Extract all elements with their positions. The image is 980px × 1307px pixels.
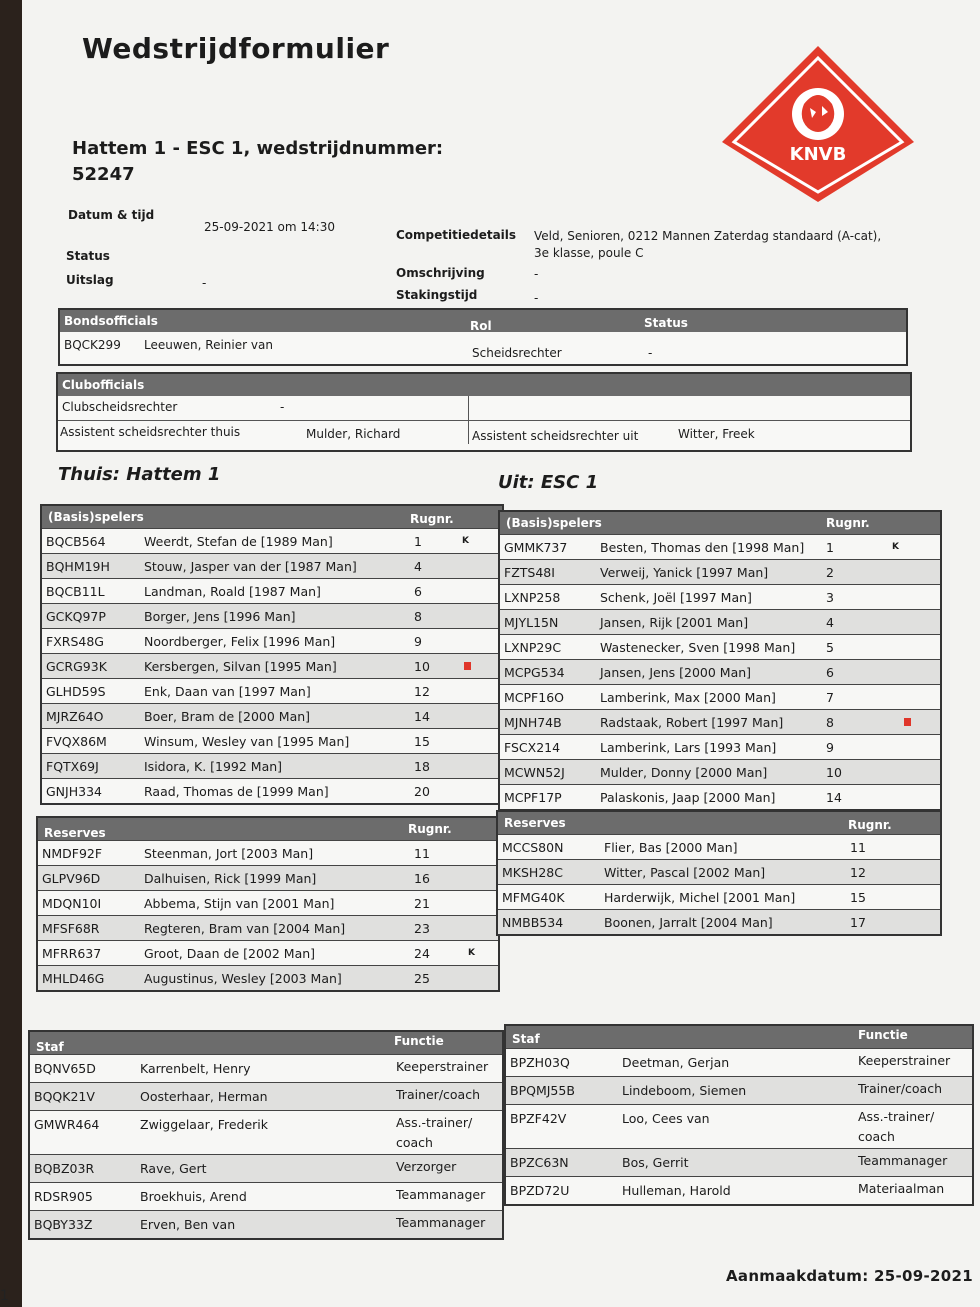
- player-row: [500, 534, 940, 559]
- home-starting-players-table: [40, 504, 504, 805]
- player-code: LXNP29C: [504, 640, 562, 655]
- staff-code: BPZC63N: [510, 1155, 569, 1170]
- player-name: Radstaak, Robert [1997 Man]: [600, 715, 784, 730]
- player-name: Augustinus, Wesley [2003 Man]: [144, 971, 342, 986]
- player-row: [38, 940, 498, 965]
- player-name: Witter, Pascal [2002 Man]: [604, 865, 766, 880]
- player-name: Landman, Roald [1987 Man]: [144, 584, 321, 599]
- shirt-number: 1: [826, 540, 834, 555]
- player-row: [42, 778, 502, 803]
- player-name: Verweij, Yanick [1997 Man]: [600, 565, 769, 580]
- shirt-number: 6: [414, 584, 422, 599]
- player-code: MHLD46G: [42, 971, 105, 986]
- shirt-number: 7: [826, 690, 834, 705]
- player-code: FVQX86M: [46, 734, 107, 749]
- player-name: Jansen, Rijk [2001 Man]: [600, 615, 749, 630]
- shirt-number: 5: [826, 640, 834, 655]
- staff-name: Bos, Gerrit: [622, 1155, 689, 1170]
- stopping-time-value: -: [534, 291, 539, 305]
- player-code: MFRR637: [42, 946, 102, 961]
- away-starting-header: (Basis)spelers Rugnr.: [500, 512, 940, 534]
- shirt-number: 9: [414, 634, 422, 649]
- svg-text:KNVB: KNVB: [789, 144, 847, 165]
- player-code: FSCX214: [504, 740, 561, 755]
- staff-row: [506, 1104, 972, 1148]
- shirt-number: 8: [826, 715, 834, 730]
- player-code: MCWN52J: [504, 765, 565, 780]
- shirt-number: 10: [414, 659, 430, 674]
- player-name: Abbema, Stijn van [2001 Man]: [144, 896, 335, 911]
- creation-date: Aanmaakdatum: 25-09-2021: [726, 1267, 973, 1285]
- document-page: [22, 0, 980, 1307]
- staff-function: Teammanager: [396, 1215, 486, 1230]
- home-staff-table: [28, 1030, 504, 1240]
- player-code: MFMG40K: [502, 890, 565, 905]
- staff-name: Broekhuis, Arend: [140, 1189, 247, 1204]
- player-name: Winsum, Wesley van [1995 Man]: [144, 734, 350, 749]
- away-reserves-header: Reserves Rugnr.: [498, 812, 940, 834]
- page-number: 1: [0, 1288, 9, 1304]
- player-row: [38, 890, 498, 915]
- staff-row: [30, 1054, 502, 1082]
- player-name: Schenk, Joël [1997 Man]: [600, 590, 752, 605]
- shirt-number: 25: [414, 971, 430, 986]
- player-row: [38, 865, 498, 890]
- shirt-number: 21: [414, 896, 430, 911]
- club-officials-header: Clubofficials: [58, 374, 910, 396]
- shirt-number: 4: [826, 615, 834, 630]
- staff-name: Zwiggelaar, Frederik: [140, 1117, 269, 1132]
- staff-code: BPZD72U: [510, 1183, 570, 1198]
- shirt-number: 14: [826, 790, 842, 805]
- player-name: Noordberger, Felix [1996 Man]: [144, 634, 336, 649]
- result-value: -: [202, 276, 207, 290]
- player-row: [42, 653, 502, 678]
- player-code: MCPF16O: [504, 690, 564, 705]
- staff-row: [30, 1154, 502, 1182]
- staff-code: RDSR905: [34, 1189, 93, 1204]
- federation-officials-header: Bondsofficials Rol Status: [60, 310, 906, 332]
- player-name: Dalhuisen, Rick [1999 Man]: [144, 871, 317, 886]
- staff-code: BQNV65D: [34, 1061, 96, 1076]
- description-label: Omschrijving: [396, 266, 485, 280]
- player-code: GLPV96D: [42, 871, 101, 886]
- player-row: [500, 734, 940, 759]
- shirt-number: 16: [414, 871, 430, 886]
- player-code: NMDF92F: [42, 846, 103, 861]
- staff-row: [30, 1210, 502, 1238]
- home-starting-header: (Basis)spelers Rugnr.: [42, 506, 502, 528]
- staff-function: Ass.-trainer/ coach: [396, 1115, 473, 1150]
- player-code: MCPG534: [504, 665, 565, 680]
- knvb-logo: [718, 44, 918, 204]
- stopping-time-label: Stakingstijd: [396, 288, 478, 302]
- player-row: [500, 684, 940, 709]
- staff-code: BPQMJ55B: [510, 1083, 575, 1098]
- player-code: FZTS48I: [504, 565, 555, 580]
- player-code: MKSH28C: [502, 865, 563, 880]
- player-code: MCCS80N: [502, 840, 564, 855]
- player-name: Steenman, Jort [2003 Man]: [144, 846, 314, 861]
- player-code: BQCB564: [46, 534, 106, 549]
- away-reserves-table: [496, 810, 942, 936]
- player-code: MFSF68R: [42, 921, 100, 936]
- description-value: -: [534, 267, 539, 281]
- away-staff-table: [504, 1024, 974, 1206]
- competition-line1: Veld, Senioren, 0212 Mannen Zaterdag standaard (A-cat),: [534, 229, 882, 243]
- captain-marker: K: [892, 542, 899, 552]
- status-label: Status: [66, 249, 110, 263]
- player-row: [42, 703, 502, 728]
- shirt-number: 6: [826, 665, 834, 680]
- player-code: BQCB11L: [46, 584, 105, 599]
- competition-line2: 3e klasse, poule C: [534, 246, 644, 260]
- player-row: [498, 859, 940, 884]
- staff-name: Karrenbelt, Henry: [140, 1061, 251, 1076]
- staff-row: [506, 1076, 972, 1104]
- staff-function: Materiaalman: [858, 1181, 945, 1196]
- player-name: Enk, Daan van [1997 Man]: [144, 684, 311, 699]
- player-row: [42, 553, 502, 578]
- player-code: FQTX69J: [46, 759, 99, 774]
- staff-function: Trainer/coach: [396, 1087, 481, 1102]
- player-name: Weerdt, Stefan de [1989 Man]: [144, 534, 333, 549]
- shirt-number: 8: [414, 609, 422, 624]
- player-name: Isidora, K. [1992 Man]: [144, 759, 283, 774]
- player-row: [498, 834, 940, 859]
- date-value: 25-09-2021 om 14:30: [204, 220, 335, 234]
- player-name: Wastenecker, Sven [1998 Man]: [600, 640, 796, 655]
- staff-code: GMWR464: [34, 1117, 100, 1132]
- player-row: [38, 840, 498, 865]
- player-row: [38, 965, 498, 990]
- staff-row: [30, 1082, 502, 1110]
- staff-name: Hulleman, Harold: [622, 1183, 731, 1198]
- staff-function: Trainer/coach: [858, 1081, 943, 1096]
- player-row: [42, 603, 502, 628]
- away-team-title: Uit: ESC 1: [498, 472, 599, 493]
- staff-code: BPZH03Q: [510, 1055, 570, 1070]
- shirt-number: 4: [414, 559, 422, 574]
- captain-marker: K: [462, 536, 469, 546]
- player-code: MCPF17P: [504, 790, 562, 805]
- player-row: [500, 659, 940, 684]
- shirt-number: 10: [826, 765, 842, 780]
- player-name: Kersbergen, Silvan [1995 Man]: [144, 659, 337, 674]
- shirt-number: 17: [850, 915, 866, 930]
- player-row: [42, 528, 502, 553]
- shirt-number: 2: [826, 565, 834, 580]
- staff-name: Rave, Gert: [140, 1161, 207, 1176]
- result-label: Uitslag: [66, 273, 114, 287]
- player-code: FXRS48G: [46, 634, 104, 649]
- staff-name: Deetman, Gerjan: [622, 1055, 730, 1070]
- player-name: Boer, Bram de [2000 Man]: [144, 709, 311, 724]
- club-referee-row: Clubscheidsrechter -: [58, 396, 910, 420]
- date-label: Datum & tijd: [68, 208, 155, 222]
- player-name: Lamberink, Max [2000 Man]: [600, 690, 776, 705]
- away-starting-players-table: [498, 510, 942, 811]
- player-code: LXNP258: [504, 590, 561, 605]
- player-code: NMBB534: [502, 915, 564, 930]
- player-name: Borger, Jens [1996 Man]: [144, 609, 296, 624]
- card-icon: [904, 718, 911, 726]
- player-row: [498, 884, 940, 909]
- player-row: [500, 559, 940, 584]
- player-code: GCKQ97P: [46, 609, 106, 624]
- shirt-number: 15: [850, 890, 866, 905]
- player-code: MDQN10I: [42, 896, 102, 911]
- shirt-number: 15: [414, 734, 430, 749]
- staff-row: [30, 1182, 502, 1210]
- player-row: [498, 909, 940, 934]
- player-name: Boonen, Jarralt [2004 Man]: [604, 915, 773, 930]
- player-row: [500, 784, 940, 809]
- home-staff-header: Staf Functie: [30, 1032, 502, 1054]
- player-code: MJNH74B: [504, 715, 562, 730]
- staff-row: [506, 1048, 972, 1076]
- player-row: [500, 759, 940, 784]
- assistant-referees-row: Assistent scheidsrechter thuis Mulder, Richard Assistent scheidsrechter uit Witter, Freek: [58, 420, 910, 444]
- player-code: BQHM19H: [46, 559, 110, 574]
- federation-officials-box: [58, 308, 908, 366]
- player-name: Harderwijk, Michel [2001 Man]: [604, 890, 796, 905]
- staff-name: Loo, Cees van: [622, 1111, 710, 1126]
- staff-function: Ass.-trainer/ coach: [858, 1109, 935, 1144]
- away-staff-header: Staf Functie: [506, 1026, 972, 1048]
- staff-code: BQBY33Z: [34, 1217, 93, 1232]
- player-name: Raad, Thomas de [1999 Man]: [144, 784, 329, 799]
- staff-function: Keeperstrainer: [858, 1053, 951, 1068]
- official-row: BQCK299 Leeuwen, Reinier van Scheidsrechter -: [64, 338, 653, 360]
- shirt-number: 24: [414, 946, 430, 961]
- player-code: GMMK737: [504, 540, 568, 555]
- player-name: Jansen, Jens [2000 Man]: [600, 665, 752, 680]
- player-code: MJYL15N: [504, 615, 559, 630]
- page-title: Wedstrijdformulier: [82, 32, 390, 65]
- player-name: Lamberink, Lars [1993 Man]: [600, 740, 777, 755]
- player-code: GLHD59S: [46, 684, 106, 699]
- player-code: GNJH334: [46, 784, 102, 799]
- player-row: [500, 584, 940, 609]
- shirt-number: 20: [414, 784, 430, 799]
- player-name: Flier, Bas [2000 Man]: [604, 840, 738, 855]
- home-reserves-table: [36, 816, 500, 992]
- player-name: Groot, Daan de [2002 Man]: [144, 946, 316, 961]
- shirt-number: 9: [826, 740, 834, 755]
- player-code: MJRZ64O: [46, 709, 104, 724]
- player-name: Regteren, Bram van [2004 Man]: [144, 921, 346, 936]
- staff-row: [30, 1110, 502, 1154]
- staff-name: Erven, Ben van: [140, 1217, 236, 1232]
- player-row: [500, 609, 940, 634]
- staff-code: BQBZ03R: [34, 1161, 95, 1176]
- player-name: Stouw, Jasper van der [1987 Man]: [144, 559, 357, 574]
- player-name: Besten, Thomas den [1998 Man]: [600, 540, 805, 555]
- staff-row: [506, 1176, 972, 1204]
- staff-name: Oosterhaar, Herman: [140, 1089, 268, 1104]
- card-icon: [464, 662, 471, 670]
- home-reserves-header: Reserves Rugnr.: [38, 818, 498, 840]
- captain-marker: K: [468, 948, 475, 958]
- player-row: [42, 578, 502, 603]
- shirt-number: 1: [414, 534, 422, 549]
- shirt-number: 14: [414, 709, 430, 724]
- shirt-number: 23: [414, 921, 430, 936]
- shirt-number: 11: [414, 846, 430, 861]
- shirt-number: 18: [414, 759, 430, 774]
- shirt-number: 12: [850, 865, 866, 880]
- shirt-number: 11: [850, 840, 866, 855]
- home-team-title: Thuis: Hattem 1: [58, 464, 221, 485]
- staff-row: [506, 1148, 972, 1176]
- player-row: [42, 728, 502, 753]
- staff-function: Verzorger: [396, 1159, 457, 1174]
- player-row: [42, 628, 502, 653]
- player-name: Palaskonis, Jaap [2000 Man]: [600, 790, 776, 805]
- player-row: [42, 753, 502, 778]
- shirt-number: 12: [414, 684, 430, 699]
- player-name: Mulder, Donny [2000 Man]: [600, 765, 768, 780]
- staff-code: BQQK21V: [34, 1089, 95, 1104]
- shirt-number: 3: [826, 590, 834, 605]
- staff-name: Lindeboom, Siemen: [622, 1083, 747, 1098]
- staff-function: Teammanager: [396, 1187, 486, 1202]
- player-row: [500, 634, 940, 659]
- staff-code: BPZF42V: [510, 1111, 567, 1126]
- match-title: Hattem 1 - ESC 1, wedstrijdnummer: 52247: [72, 138, 444, 185]
- player-row: [38, 915, 498, 940]
- staff-function: Keeperstrainer: [396, 1059, 489, 1074]
- club-officials-box: [56, 372, 912, 452]
- staff-function: Teammanager: [858, 1153, 948, 1168]
- competition-label: Competitiedetails: [396, 228, 517, 242]
- player-row: [42, 678, 502, 703]
- player-code: GCRG93K: [46, 659, 107, 674]
- player-row: [500, 709, 940, 734]
